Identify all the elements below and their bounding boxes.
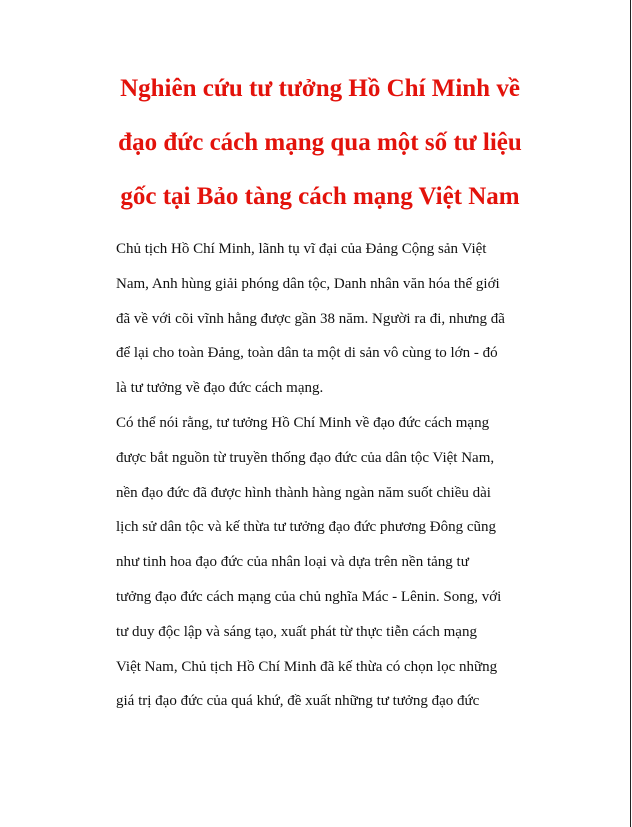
body-line: Việt Nam, Chủ tịch Hồ Chí Minh đã kế thừa có chọn lọc những: [116, 658, 498, 675]
body-line: Nam, Anh hùng giải phóng dân tộc, Danh nhân văn hóa thế giới: [116, 275, 500, 292]
body-text: [116, 232, 556, 719]
body-line: Chủ tịch Hồ Chí Minh, lãnh tụ vĩ đại của Đảng Cộng sản Việt: [116, 241, 487, 257]
title-line: đạo đức cách mạng qua một số tư liệu: [118, 129, 522, 156]
body-line: lịch sử dân tộc và kế thừa tư tưởng đạo đức phương Đông cũng: [116, 519, 496, 536]
title-line: Nghiên cứu tư tưởng Hồ Chí Minh về: [120, 75, 520, 102]
body-line: là tư tưởng về đạo đức cách mạng.: [116, 380, 324, 397]
body-line: Có thể nói rằng, tư tưởng Hồ Chí Minh về đạo đức cách mạng: [116, 414, 490, 431]
body-line: được bắt nguồn từ truyền thống đạo đức của dân tộc Việt Nam,: [116, 449, 495, 466]
body-line: đã về với cõi vĩnh hằng được gần 38 năm. Người ra đi, nhưng đã: [116, 310, 505, 327]
body-line: giá trị đạo đức của quá khứ, đề xuất những tư tưởng đạo đức: [116, 693, 480, 710]
title-line: gốc tại Bảo tàng cách mạng Việt Nam: [120, 183, 520, 210]
body-line: nền đạo đức đã được hình thành hàng ngàn năm suốt chiều dài: [116, 484, 491, 501]
body-line: để lại cho toàn Đảng, toàn dân ta một di sản vô cùng to lớn - đó: [116, 345, 498, 362]
body-line: tưởng đạo đức cách mạng của chủ nghĩa Mác - Lênin. Song, với: [116, 588, 502, 605]
body-line: tư duy độc lập và sáng tạo, xuất phát từ thực tiễn cách mạng: [116, 623, 477, 640]
body-line: như tinh hoa đạo đức của nhân loại và dựa trên nền tảng tư: [116, 554, 469, 571]
document-title: [60, 62, 580, 224]
